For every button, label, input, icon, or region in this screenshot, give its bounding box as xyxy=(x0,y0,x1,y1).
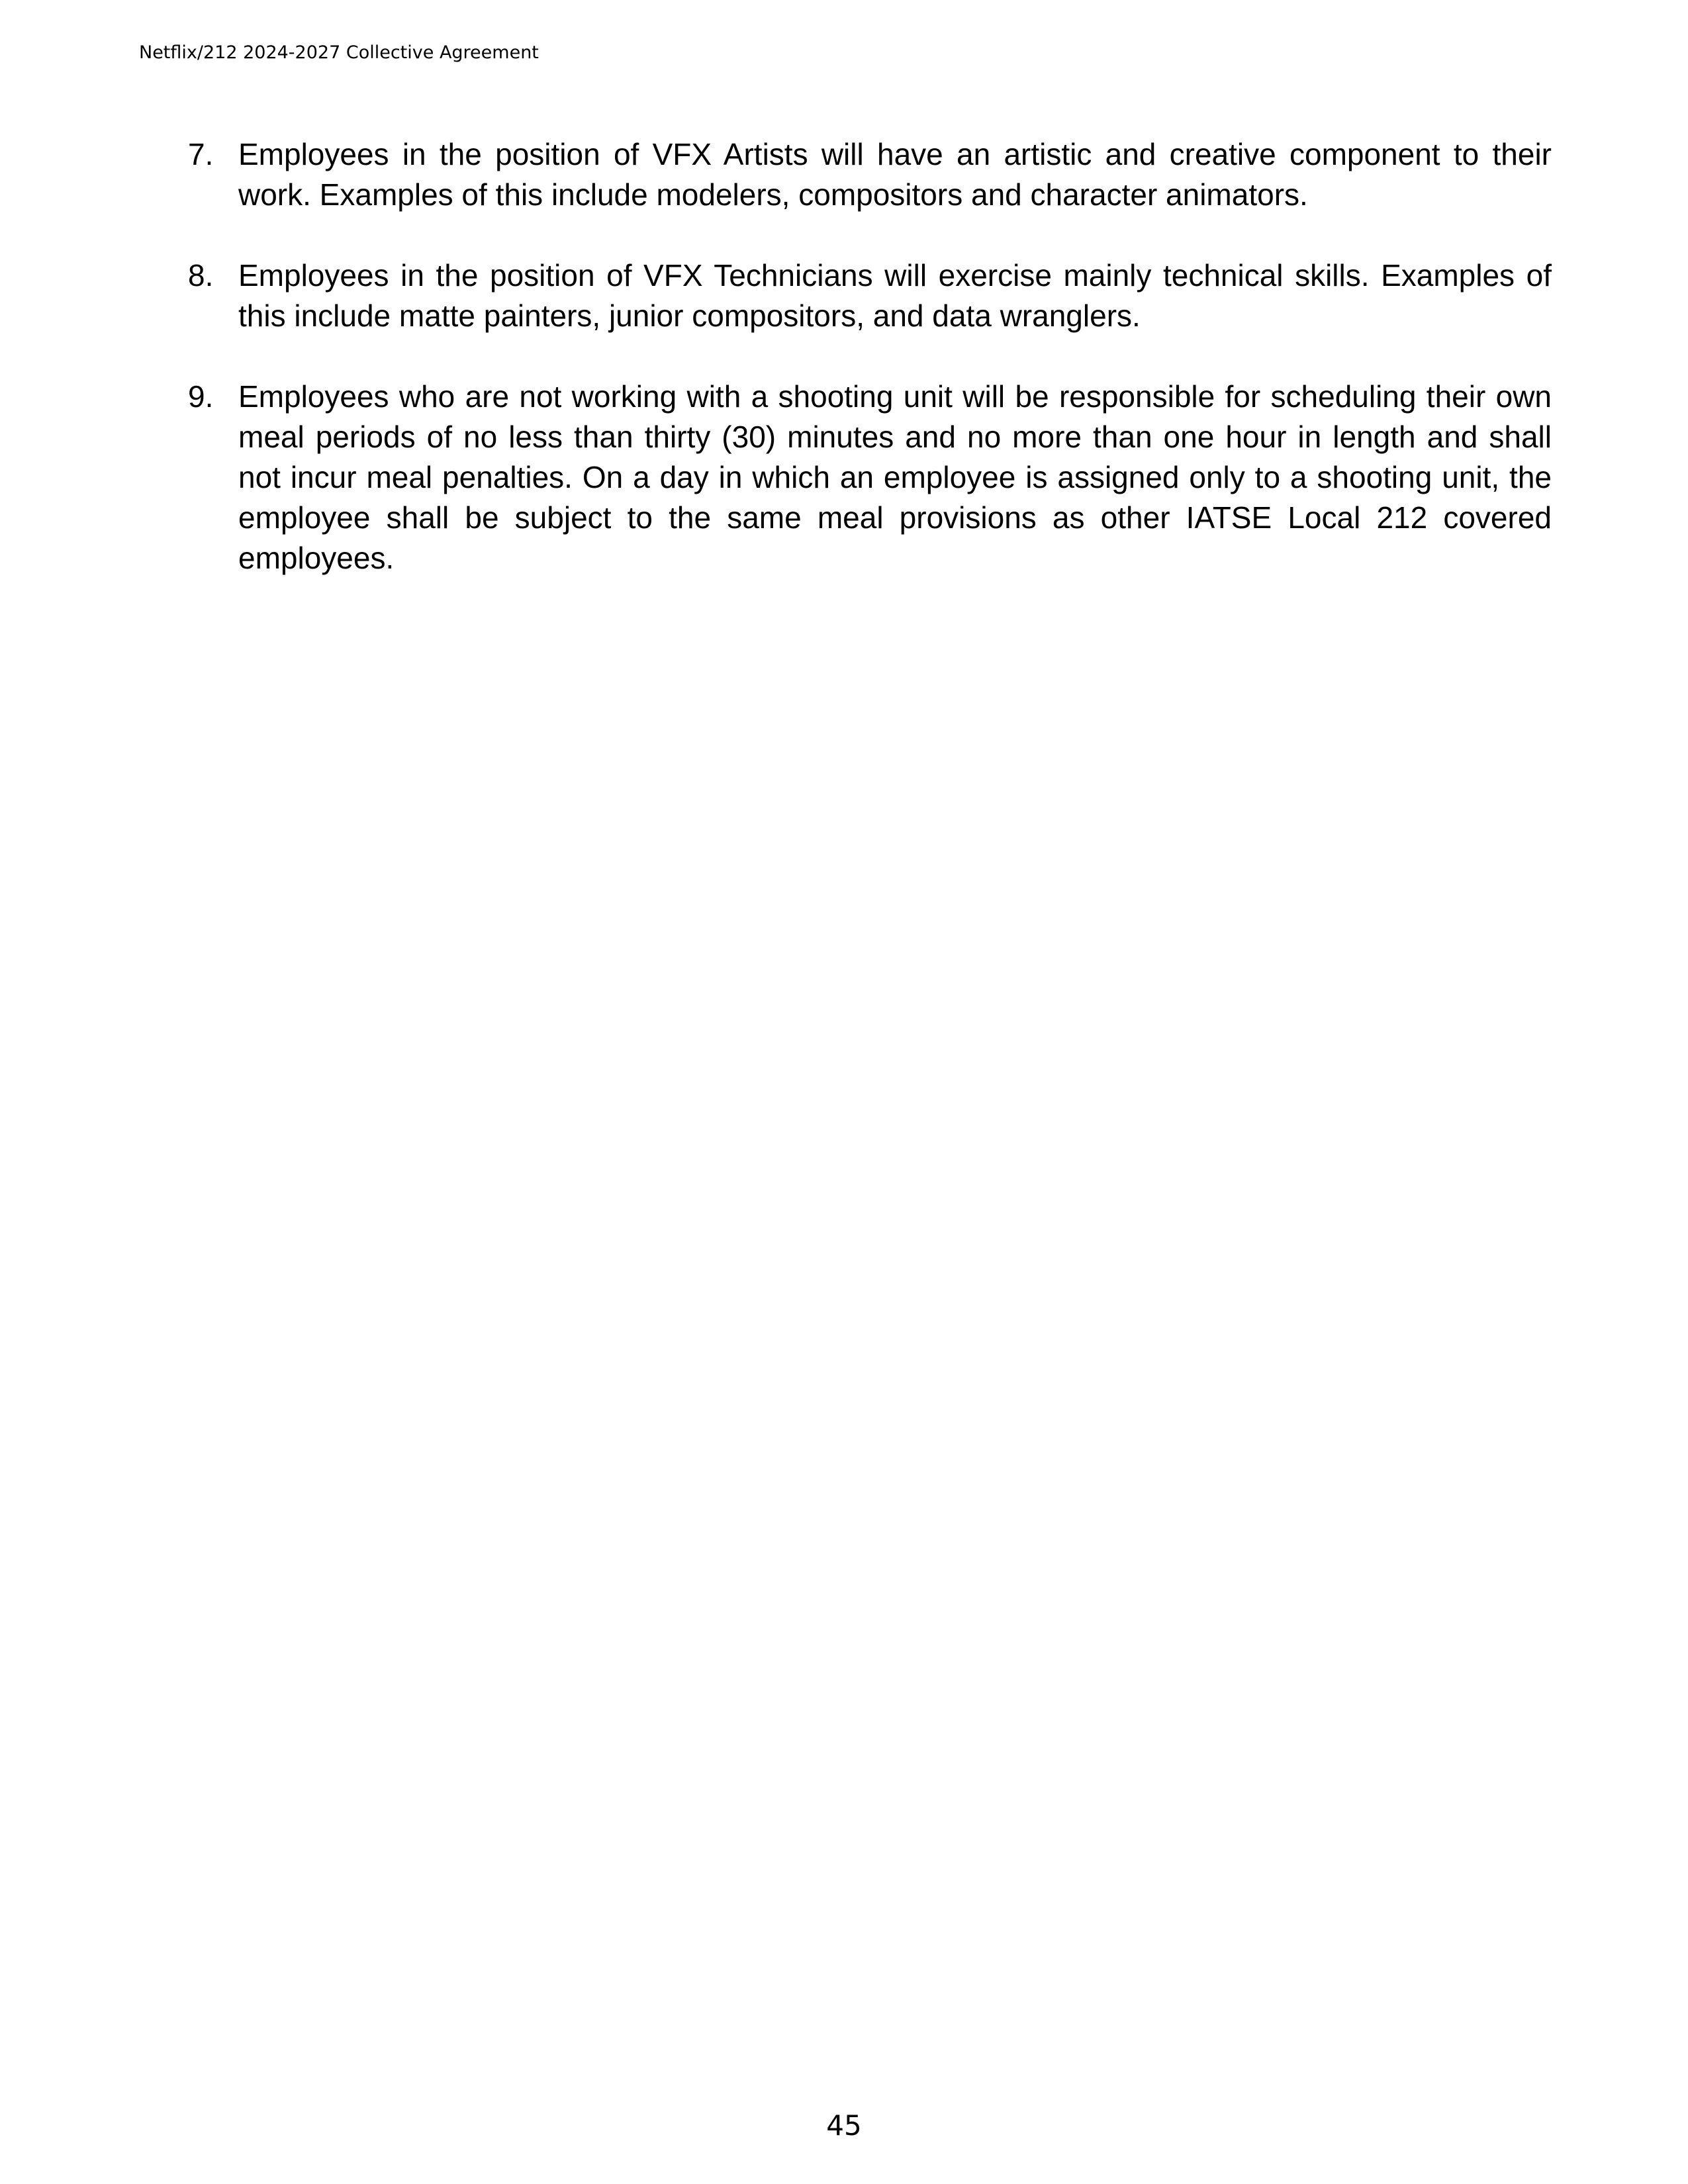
list-item xyxy=(188,377,1552,578)
running-header: Netflix/212 2024-2027 Collective Agreement xyxy=(139,42,539,63)
list-item-number: 7. xyxy=(188,137,214,171)
list-item-text: Employees in the position of VFX Technicians will exercise mainly technical skills. Examples of this include matte painters, junior compositors, and data wranglers. xyxy=(238,258,1552,333)
list-item-number: 8. xyxy=(188,258,214,293)
numbered-list xyxy=(188,134,1552,619)
page-number: 45 xyxy=(826,2109,862,2142)
list-item-text: Employees who are not working with a shooting unit will be responsible for scheduling their own meal periods of no less than thirty (30) minutes and no more than one hour in length and shall not incur meal penalties. On a day in which an employee is assigned only to a shooting unit, the employee shall be subject to the same meal provisions as other IATSE Local 212 covered employees. xyxy=(238,379,1552,575)
list-item-number: 9. xyxy=(188,379,214,414)
list-item xyxy=(188,255,1552,336)
list-item xyxy=(188,134,1552,215)
list-item-text: Employees in the position of VFX Artists will have an artistic and creative component to their work. Examples of this include modelers, compositors and character animators. xyxy=(238,137,1552,212)
